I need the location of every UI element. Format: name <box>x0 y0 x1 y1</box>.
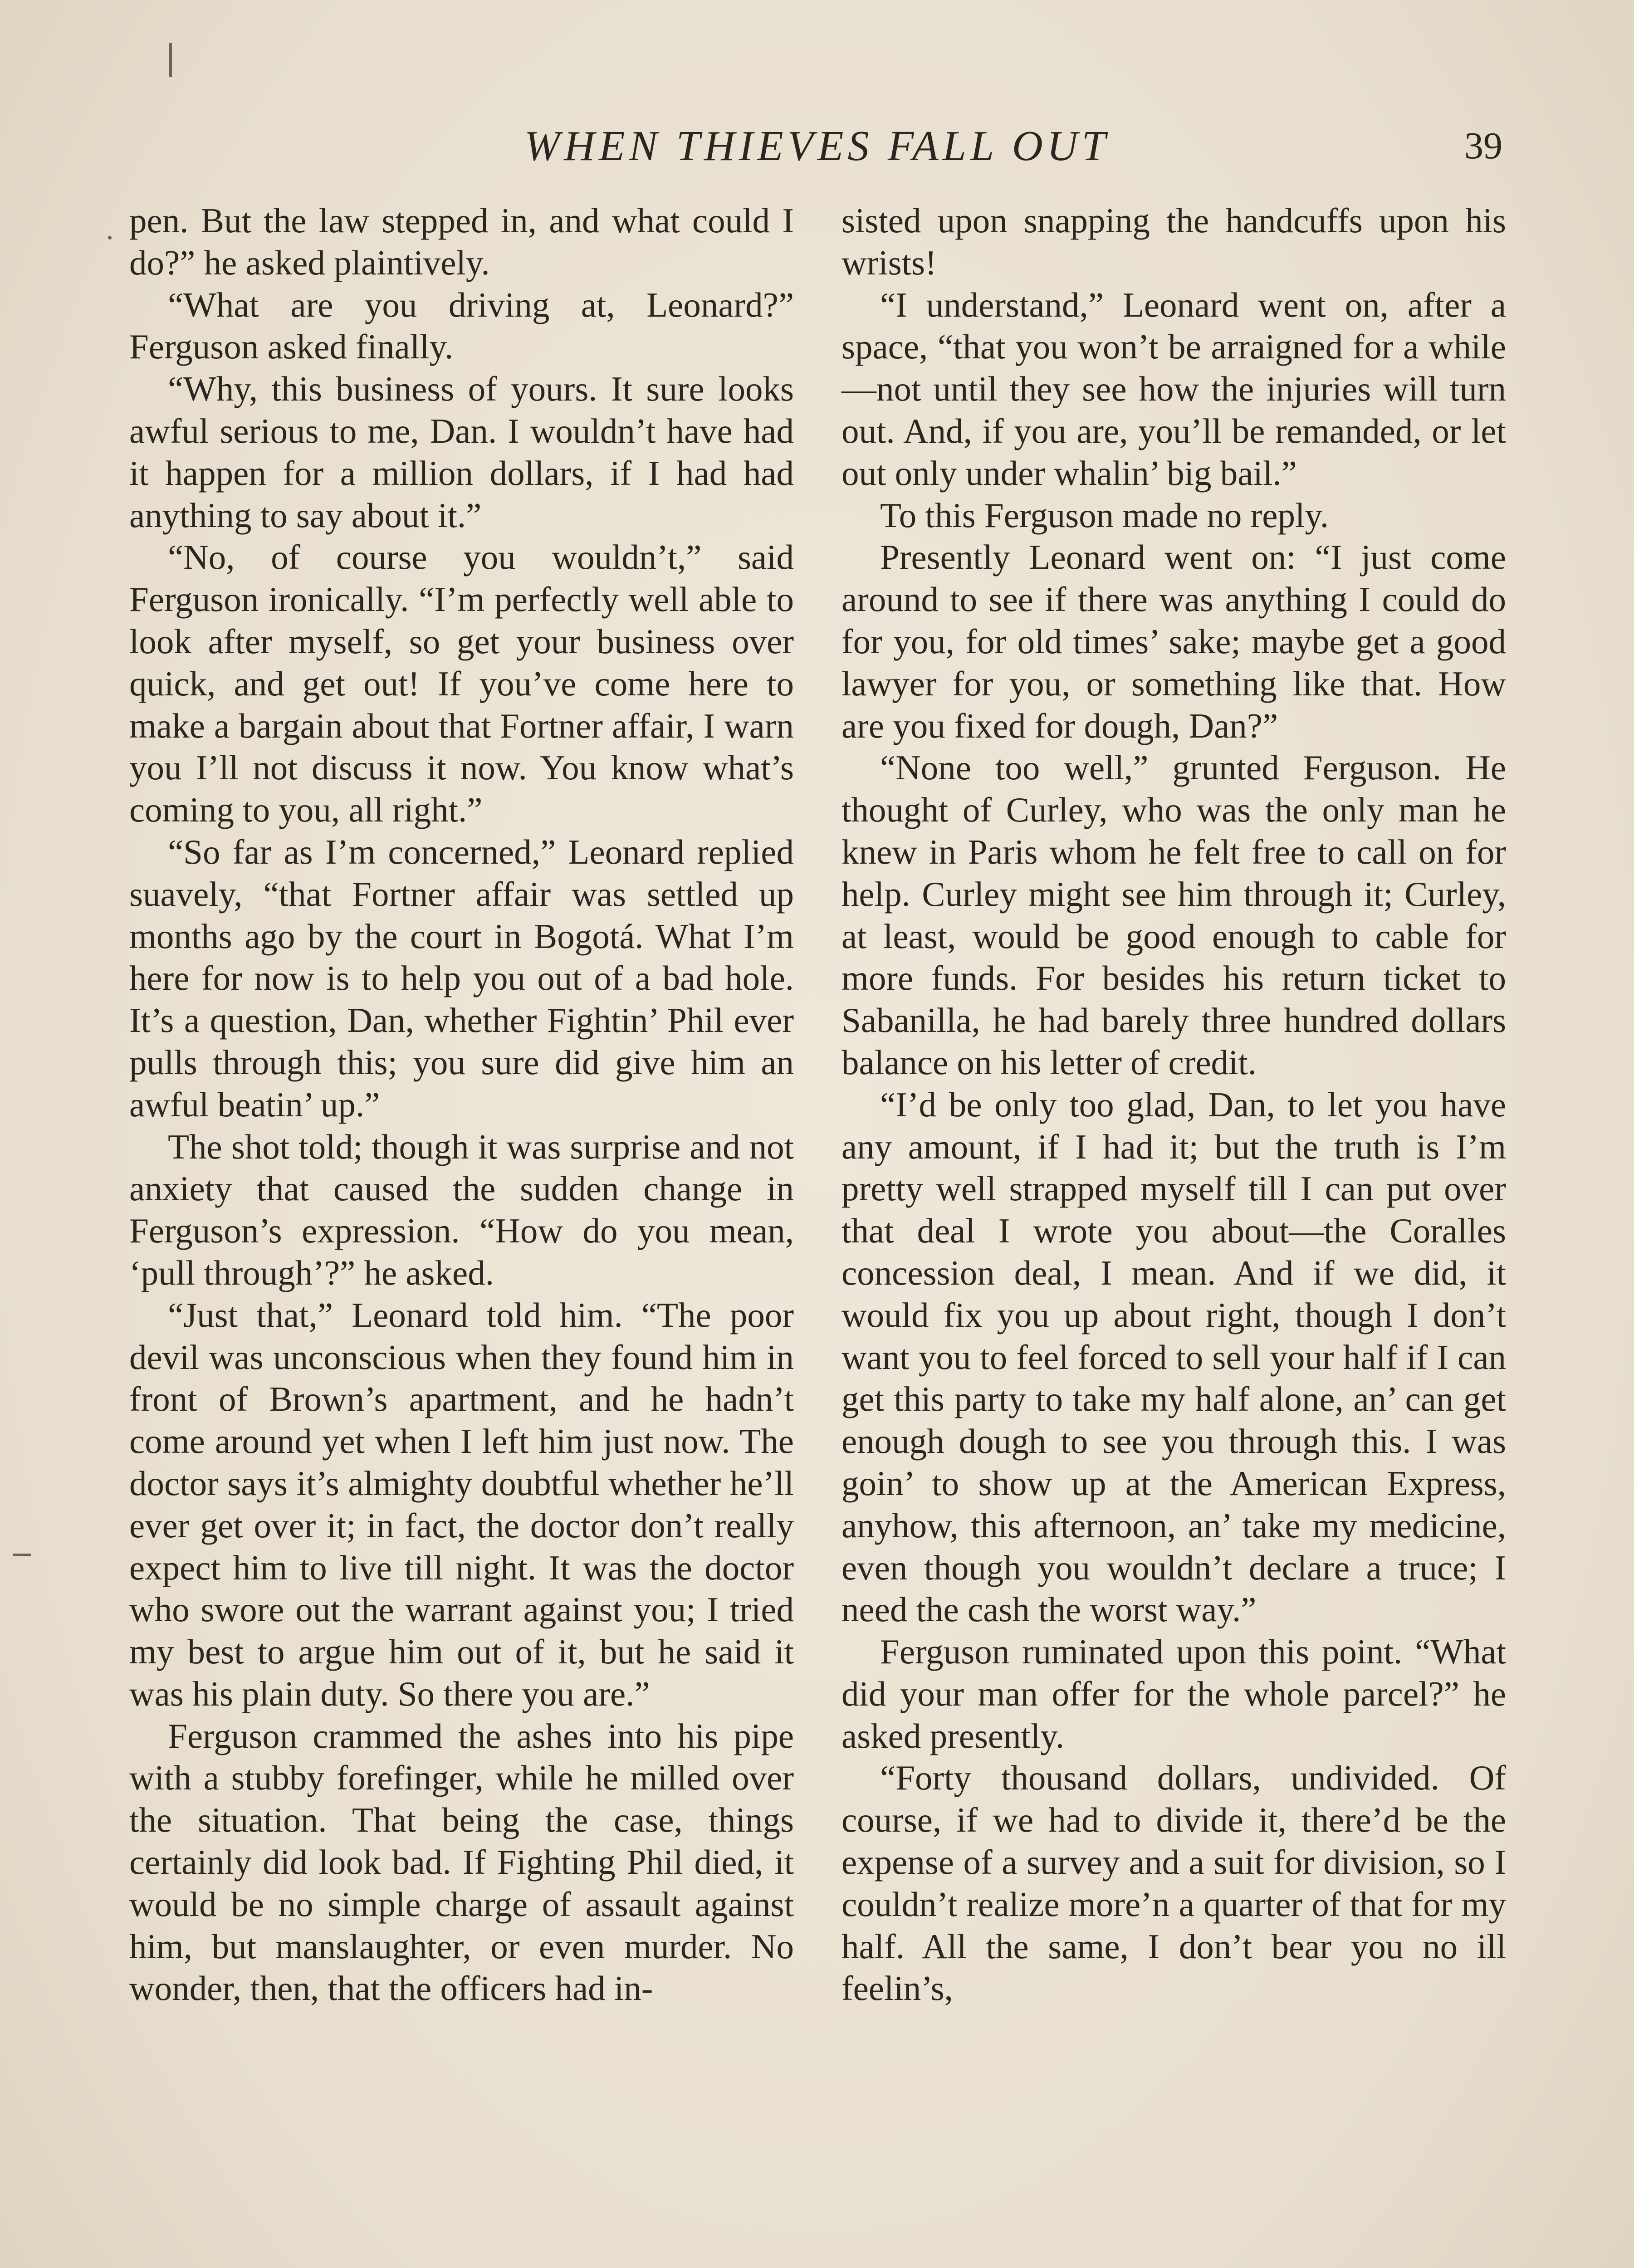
left-column <box>129 200 794 2009</box>
margin-speck <box>13 1554 31 1556</box>
paragraph: Presently Leonard went on: “I just come around to see if there was anything I could do for you, for old times’ sake; maybe get a good lawyer for you, or something like that. How are you fixed for dough, Dan?” <box>841 538 1506 745</box>
paragraph: Ferguson ruminated upon this point. “What did your man offer for the whole parcel?” he asked presently. <box>841 1632 1506 1755</box>
paragraph: “I understand,” Leonard went on, after a space, “that you won’t be arraigned for a while—not until they see how the injuries will turn out. And, if you are, you’ll be remanded, or let out only under whalin’ big bail.” <box>841 285 1506 493</box>
paragraph: “None too well,” grunted Ferguson. He thought of Curley, who was the only man he knew in Paris whom he felt free to call on for help. Curley might see him through it; Curley, at least, would be good enough to cable for more funds. For besides his return ticket to Sabanilla, he had barely three hundred dollars balance on his letter of credit. <box>841 748 1506 1082</box>
paragraph: The shot told; though it was surprise and not anxiety that caused the sudden change in Ferguson’s expression. “How do you mean, ‘pull through’?” he asked. <box>129 1127 794 1292</box>
margin-speck <box>108 236 112 240</box>
paragraph: “No, of course you wouldn’t,” said Ferguson ironically. “I’m perfectly well able to look after myself, so get your business over quick, and get out! If you’ve come here to make a bargain about that Fortner affair, I warn you I’ll not discuss it now. You know what’s coming to you, all right.” <box>129 538 794 830</box>
page-header <box>0 119 1634 173</box>
paragraph: sisted upon snapping the handcuffs upon his wrists! <box>841 201 1506 282</box>
margin-speck <box>169 43 172 77</box>
running-head: WHEN THIEVES FALL OUT <box>524 122 1110 170</box>
paragraph: “I’d be only too glad, Dan, to let you have any amount, if I had it; but the truth is I’m pretty well strapped myself till I can put over that deal I wrote you about—the Coralles concession deal, I mean. And if we did, it would fix you up about right, though I don’t want you to feel forced to sell your half if I can get this party to take my half alone, an’ can get enough dough to see you through this. I was goin’ to show up at the American Express, anyhow, this afternoon, an’ take my medicine, even though you wouldn’t declare a truce; I need the cash the worst way.” <box>841 1085 1506 1629</box>
paragraph: “Why, this business of yours. It sure looks awful serious to me, Dan. I wouldn’t have had it happen for a million dollars, if I had had anything to say about it.” <box>129 369 794 535</box>
page-number: 39 <box>1464 125 1502 167</box>
paragraph: “Forty thousand dollars, undivided. Of course, if we had to divide it, there’d be the expense of a survey and a suit for division, so I couldn’t realize more’n a quarter of that for my half. All the same, I don’t bear you no ill feelin’s, <box>841 1758 1506 2008</box>
paragraph: “Just that,” Leonard told him. “The poor devil was unconscious when they found him in front of Brown’s apartment, and he hadn’t come around yet when I left him just now. The doctor says it’s almighty doubtful whether he’ll ever get over it; in fact, the doctor don’t really expect him to live till night. It was the doctor who swore out the warrant against you; I tried my best to argue him out of it, but he said it was his plain duty. So there you are.” <box>129 1295 794 1713</box>
right-column <box>841 200 1506 2009</box>
paragraph: To this Ferguson made no reply. <box>880 495 1329 535</box>
paragraph: pen. But the law stepped in, and what could I do?” he asked plaintively. <box>129 201 794 282</box>
paragraph: “What are you driving at, Leonard?” Ferguson asked finally. <box>129 285 794 367</box>
paragraph: Ferguson crammed the ashes into his pipe with a stubby forefinger, while he milled over the situation. That being the case, things certainly did look bad. If Fighting Phil died, it would be no simple charge of assault against him, but manslaughter, or even murder. No wonder, then, that the officers had in- <box>129 1716 794 2008</box>
paragraph: “So far as I’m concerned,” Leonard replied suavely, “that Fortner affair was settled up months ago by the court in Bogotá. What I’m here for now is to help you out of a bad hole. It’s a question, Dan, whether Fightin’ Phil ever pulls through this; you sure did give him an awful beatin’ up.” <box>129 832 794 1124</box>
